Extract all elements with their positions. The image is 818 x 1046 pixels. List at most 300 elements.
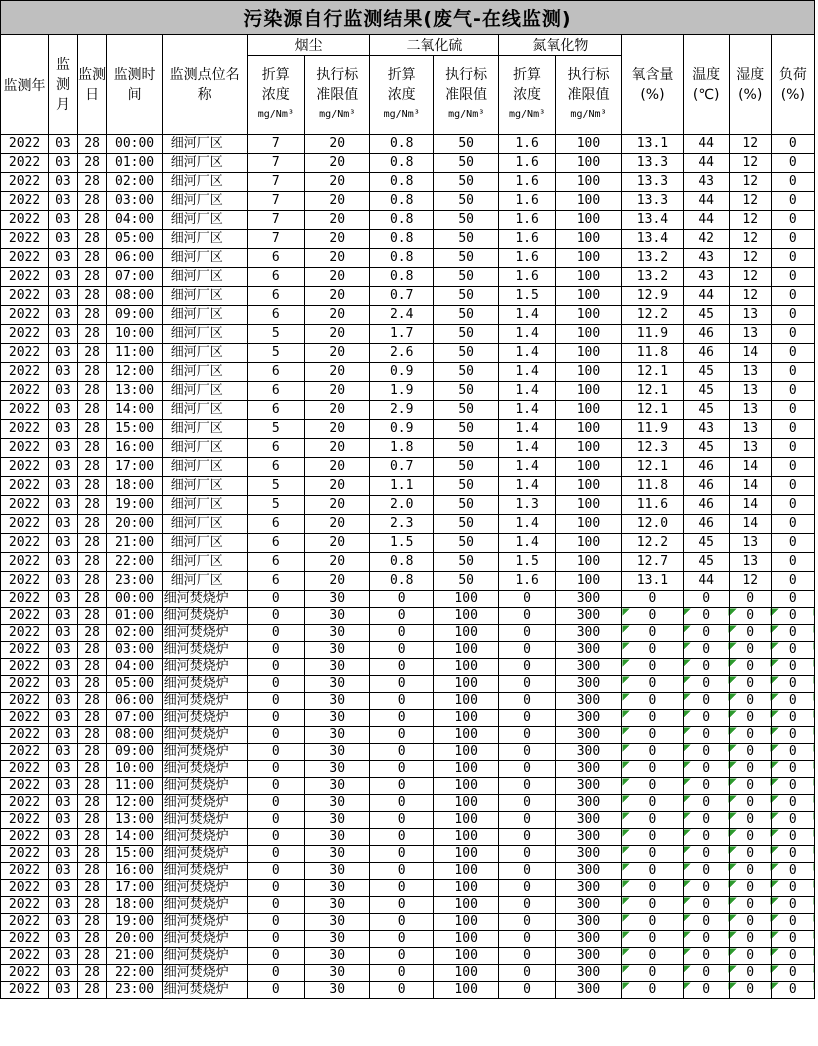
table-cell: 30 — [304, 880, 370, 897]
table-cell: 28 — [77, 863, 107, 880]
table-cell: 28 — [77, 965, 107, 982]
table-cell: 100 — [555, 306, 622, 325]
table-cell: 0 — [622, 829, 683, 846]
table-cell: 03 — [49, 382, 78, 401]
table-cell: 0 — [683, 659, 729, 676]
table-cell: 2022 — [1, 553, 49, 572]
table-cell: 03 — [49, 965, 78, 982]
table-row — [1, 135, 815, 154]
table-cell: 20 — [304, 173, 370, 192]
table-cell: 2022 — [1, 401, 49, 420]
table-cell: 100 — [433, 659, 499, 676]
table-cell: 0 — [771, 846, 814, 863]
table-cell: 细河焚烧炉 — [162, 829, 247, 846]
table-cell: 100 — [555, 249, 622, 268]
table-cell: 03 — [49, 608, 78, 625]
unit-label: mg/Nm³ — [570, 109, 607, 120]
header-month: 监测月 — [49, 35, 78, 135]
table-cell: 0 — [683, 897, 729, 914]
table-cell: 300 — [555, 676, 622, 693]
table-cell: 100 — [555, 420, 622, 439]
table-cell: 0 — [499, 846, 555, 863]
table-cell: 100 — [433, 710, 499, 727]
table-cell: 46 — [683, 515, 729, 534]
table-cell: 细河厂区 — [162, 230, 247, 249]
table-cell: 12 — [729, 211, 771, 230]
table-row — [1, 897, 815, 914]
table-cell: 0 — [499, 744, 555, 761]
table-cell: 2022 — [1, 192, 49, 211]
table-cell: 0 — [683, 676, 729, 693]
table-cell: 300 — [555, 897, 622, 914]
table-row — [1, 846, 815, 863]
table-cell: 20 — [304, 420, 370, 439]
limit-label: 执行标准限值 — [567, 67, 610, 103]
table-cell: 细河厂区 — [162, 534, 247, 553]
table-row — [1, 863, 815, 880]
table-cell: 0 — [771, 534, 814, 553]
table-cell: 300 — [555, 863, 622, 880]
table-cell: 23:00 — [107, 982, 162, 999]
table-cell: 0 — [729, 744, 771, 761]
table-cell: 6 — [247, 287, 304, 306]
table-cell: 11.9 — [622, 325, 683, 344]
table-cell: 0 — [683, 812, 729, 829]
table-cell: 30 — [304, 931, 370, 948]
table-cell: 0 — [622, 965, 683, 982]
table-row — [1, 458, 815, 477]
table-cell: 15:00 — [107, 846, 162, 863]
table-cell: 45 — [683, 553, 729, 572]
table-cell: 0 — [622, 914, 683, 931]
table-cell: 2.4 — [370, 306, 433, 325]
table-cell: 0 — [771, 306, 814, 325]
table-cell: 50 — [433, 344, 499, 363]
table-cell: 28 — [77, 230, 107, 249]
table-row — [1, 249, 815, 268]
table-cell: 30 — [304, 744, 370, 761]
table-row — [1, 306, 815, 325]
table-cell: 细河厂区 — [162, 306, 247, 325]
table-cell: 细河焚烧炉 — [162, 965, 247, 982]
table-cell: 7 — [247, 230, 304, 249]
table-cell: 0 — [622, 761, 683, 778]
table-cell: 28 — [77, 744, 107, 761]
table-cell: 18:00 — [107, 897, 162, 914]
table-cell: 0 — [247, 897, 304, 914]
table-cell: 28 — [77, 608, 107, 625]
table-cell: 细河焚烧炉 — [162, 914, 247, 931]
table-cell: 45 — [683, 306, 729, 325]
table-cell: 0 — [499, 914, 555, 931]
table-cell: 03 — [49, 249, 78, 268]
table-cell: 45 — [683, 534, 729, 553]
table-cell: 0 — [499, 761, 555, 778]
table-cell: 0 — [683, 710, 729, 727]
table-cell: 1.6 — [499, 154, 555, 173]
table-cell: 0 — [370, 914, 433, 931]
table-cell: 1.6 — [499, 249, 555, 268]
table-cell: 细河厂区 — [162, 382, 247, 401]
table-cell: 100 — [433, 829, 499, 846]
table-cell: 0 — [370, 625, 433, 642]
table-cell: 100 — [555, 401, 622, 420]
table-cell: 16:00 — [107, 439, 162, 458]
header-humidity: 湿度(%) — [729, 35, 771, 135]
table-cell: 细河厂区 — [162, 477, 247, 496]
table-cell: 09:00 — [107, 306, 162, 325]
table-row — [1, 608, 815, 625]
table-cell: 0 — [370, 863, 433, 880]
table-cell: 5 — [247, 420, 304, 439]
table-cell: 细河厂区 — [162, 363, 247, 382]
table-cell: 28 — [77, 154, 107, 173]
table-cell: 0 — [499, 829, 555, 846]
table-row — [1, 325, 815, 344]
table-cell: 13 — [729, 439, 771, 458]
table-cell: 6 — [247, 572, 304, 591]
table-cell: 细河焚烧炉 — [162, 642, 247, 659]
table-cell: 2022 — [1, 458, 49, 477]
table-cell: 13.3 — [622, 192, 683, 211]
table-row — [1, 553, 815, 572]
table-cell: 50 — [433, 249, 499, 268]
table-cell: 细河焚烧炉 — [162, 659, 247, 676]
table-cell: 28 — [77, 829, 107, 846]
table-cell: 03 — [49, 982, 78, 999]
table-cell: 300 — [555, 727, 622, 744]
table-cell: 11:00 — [107, 344, 162, 363]
table-cell: 30 — [304, 795, 370, 812]
table-cell: 0 — [771, 897, 814, 914]
table-cell: 2022 — [1, 515, 49, 534]
table-cell: 300 — [555, 829, 622, 846]
table-cell: 0.8 — [370, 135, 433, 154]
table-cell: 30 — [304, 761, 370, 778]
table-cell: 12.3 — [622, 439, 683, 458]
table-cell: 50 — [433, 572, 499, 591]
table-cell: 0.9 — [370, 420, 433, 439]
table-cell: 13 — [729, 401, 771, 420]
table-cell: 0 — [683, 608, 729, 625]
table-cell: 03 — [49, 710, 78, 727]
table-body — [1, 135, 815, 999]
table-cell: 22:00 — [107, 965, 162, 982]
table-cell: 0 — [499, 880, 555, 897]
table-cell: 2022 — [1, 135, 49, 154]
table-row — [1, 778, 815, 795]
table-cell: 13.4 — [622, 211, 683, 230]
header-year: 监测年 — [1, 35, 49, 135]
table-cell: 0 — [622, 948, 683, 965]
table-cell: 43 — [683, 173, 729, 192]
table-cell: 14 — [729, 458, 771, 477]
table-cell: 2.9 — [370, 401, 433, 420]
table-cell: 0 — [622, 812, 683, 829]
table-cell: 2022 — [1, 287, 49, 306]
table-cell: 08:00 — [107, 727, 162, 744]
table-cell: 14 — [729, 344, 771, 363]
table-cell: 03 — [49, 135, 78, 154]
table-cell: 2022 — [1, 710, 49, 727]
table-cell: 28 — [77, 693, 107, 710]
table-cell: 13 — [729, 325, 771, 344]
table-cell: 7 — [247, 173, 304, 192]
table-row — [1, 439, 815, 458]
table-cell: 30 — [304, 948, 370, 965]
table-cell: 0.8 — [370, 211, 433, 230]
table-cell: 6 — [247, 363, 304, 382]
subheader-smoke-limit — [304, 56, 370, 135]
table-row — [1, 230, 815, 249]
table-cell: 0 — [622, 931, 683, 948]
table-cell: 0 — [729, 863, 771, 880]
table-cell: 06:00 — [107, 249, 162, 268]
table-cell: 50 — [433, 268, 499, 287]
table-cell: 13 — [729, 553, 771, 572]
table-cell: 0 — [771, 211, 814, 230]
table-cell: 细河焚烧炉 — [162, 795, 247, 812]
table-cell: 6 — [247, 439, 304, 458]
table-cell: 50 — [433, 515, 499, 534]
table-cell: 44 — [683, 287, 729, 306]
table-cell: 13 — [729, 306, 771, 325]
table-cell: 44 — [683, 211, 729, 230]
table-cell: 08:00 — [107, 287, 162, 306]
table-cell: 03 — [49, 515, 78, 534]
table-cell: 细河厂区 — [162, 192, 247, 211]
table-cell: 0 — [499, 982, 555, 999]
table-cell: 03:00 — [107, 192, 162, 211]
table-cell: 2022 — [1, 325, 49, 344]
table-cell: 0 — [683, 591, 729, 608]
table-cell: 100 — [433, 693, 499, 710]
table-cell: 0 — [247, 744, 304, 761]
table-cell: 03 — [49, 287, 78, 306]
table-cell: 2022 — [1, 363, 49, 382]
table-cell: 2022 — [1, 154, 49, 173]
table-cell: 45 — [683, 439, 729, 458]
table-row — [1, 659, 815, 676]
table-cell: 细河焚烧炉 — [162, 693, 247, 710]
table-cell: 100 — [555, 534, 622, 553]
page-title: 污染源自行监测结果(废气-在线监测) — [1, 1, 815, 35]
table-cell: 28 — [77, 477, 107, 496]
table-cell: 46 — [683, 458, 729, 477]
table-cell: 28 — [77, 572, 107, 591]
table-cell: 20 — [304, 572, 370, 591]
table-cell: 1.4 — [499, 382, 555, 401]
table-cell: 03 — [49, 812, 78, 829]
table-cell: 细河焚烧炉 — [162, 625, 247, 642]
table-cell: 30 — [304, 659, 370, 676]
table-cell: 28 — [77, 931, 107, 948]
table-row — [1, 401, 815, 420]
table-row — [1, 420, 815, 439]
table-cell: 28 — [77, 211, 107, 230]
table-cell: 1.4 — [499, 477, 555, 496]
table-cell: 00:00 — [107, 591, 162, 608]
table-cell: 0 — [771, 710, 814, 727]
table-cell: 0 — [622, 659, 683, 676]
table-row — [1, 287, 815, 306]
table-cell: 细河焚烧炉 — [162, 812, 247, 829]
table-cell: 12:00 — [107, 363, 162, 382]
table-cell: 28 — [77, 363, 107, 382]
table-cell: 100 — [555, 496, 622, 515]
table-cell: 7 — [247, 211, 304, 230]
table-cell: 300 — [555, 880, 622, 897]
table-cell: 0 — [622, 625, 683, 642]
table-cell: 0 — [247, 795, 304, 812]
table-cell: 03 — [49, 534, 78, 553]
table-row — [1, 211, 815, 230]
table-cell: 0 — [247, 829, 304, 846]
table-cell: 0 — [683, 642, 729, 659]
table-cell: 14:00 — [107, 829, 162, 846]
table-cell: 0 — [771, 230, 814, 249]
table-cell: 细河厂区 — [162, 154, 247, 173]
table-cell: 0 — [370, 812, 433, 829]
table-cell: 细河焚烧炉 — [162, 608, 247, 625]
table-cell: 0 — [370, 897, 433, 914]
table-cell: 0 — [622, 795, 683, 812]
table-cell: 0 — [247, 710, 304, 727]
table-cell: 细河厂区 — [162, 135, 247, 154]
table-cell: 0 — [771, 325, 814, 344]
table-cell: 46 — [683, 344, 729, 363]
table-row — [1, 727, 815, 744]
table-cell: 100 — [433, 761, 499, 778]
table-cell: 2022 — [1, 863, 49, 880]
table-cell: 1.6 — [499, 192, 555, 211]
table-cell: 12.9 — [622, 287, 683, 306]
table-cell: 00:00 — [107, 135, 162, 154]
table-cell: 42 — [683, 230, 729, 249]
table-cell: 2022 — [1, 344, 49, 363]
table-cell: 28 — [77, 880, 107, 897]
table-cell: 2022 — [1, 982, 49, 999]
table-cell: 09:00 — [107, 744, 162, 761]
table-cell: 13.2 — [622, 268, 683, 287]
table-cell: 03 — [49, 572, 78, 591]
table-cell: 20 — [304, 496, 370, 515]
table-cell: 0 — [370, 982, 433, 999]
table-cell: 20 — [304, 401, 370, 420]
table-cell: 1.5 — [499, 287, 555, 306]
table-cell: 17:00 — [107, 458, 162, 477]
table-cell: 2022 — [1, 534, 49, 553]
table-cell: 0.8 — [370, 268, 433, 287]
table-cell: 20 — [304, 363, 370, 382]
table-cell: 28 — [77, 846, 107, 863]
table-cell: 细河厂区 — [162, 173, 247, 192]
table-cell: 14 — [729, 515, 771, 534]
table-cell: 12.1 — [622, 458, 683, 477]
table-cell: 46 — [683, 477, 729, 496]
table-cell: 12 — [729, 173, 771, 192]
table-cell: 1.4 — [499, 344, 555, 363]
table-cell: 细河焚烧炉 — [162, 948, 247, 965]
table-cell: 22:00 — [107, 553, 162, 572]
table-cell: 03 — [49, 325, 78, 344]
table-cell: 28 — [77, 761, 107, 778]
table-cell: 细河焚烧炉 — [162, 710, 247, 727]
table-cell: 100 — [433, 948, 499, 965]
table-cell: 30 — [304, 897, 370, 914]
table-cell: 0 — [499, 727, 555, 744]
table-cell: 03 — [49, 439, 78, 458]
subheader-so2-conc — [370, 56, 433, 135]
table-cell: 300 — [555, 846, 622, 863]
table-cell: 细河焚烧炉 — [162, 863, 247, 880]
table-cell: 28 — [77, 173, 107, 192]
table-cell: 2022 — [1, 676, 49, 693]
table-cell: 0 — [771, 676, 814, 693]
table-cell: 6 — [247, 515, 304, 534]
table-cell: 30 — [304, 608, 370, 625]
table-cell: 0 — [370, 761, 433, 778]
table-cell: 03:00 — [107, 642, 162, 659]
header-smoke: 烟尘 — [247, 35, 370, 56]
table-cell: 2022 — [1, 477, 49, 496]
table-cell: 0 — [247, 863, 304, 880]
table-cell: 0.7 — [370, 287, 433, 306]
table-cell: 50 — [433, 553, 499, 572]
table-cell: 细河焚烧炉 — [162, 897, 247, 914]
table-cell: 细河厂区 — [162, 515, 247, 534]
table-cell: 300 — [555, 812, 622, 829]
table-cell: 0 — [499, 965, 555, 982]
table-cell: 03 — [49, 496, 78, 515]
table-row — [1, 192, 815, 211]
table-cell: 28 — [77, 982, 107, 999]
table-cell: 细河厂区 — [162, 572, 247, 591]
table-cell: 2022 — [1, 249, 49, 268]
table-cell: 0 — [771, 625, 814, 642]
table-cell: 1.4 — [499, 439, 555, 458]
table-cell: 100 — [433, 642, 499, 659]
table-cell: 7 — [247, 154, 304, 173]
table-cell: 100 — [433, 812, 499, 829]
table-cell: 1.3 — [499, 496, 555, 515]
table-cell: 0 — [771, 249, 814, 268]
table-cell: 0 — [771, 778, 814, 795]
table-cell: 0 — [499, 659, 555, 676]
table-cell: 0 — [622, 727, 683, 744]
table-cell: 1.4 — [499, 420, 555, 439]
table-row — [1, 965, 815, 982]
table-cell: 10:00 — [107, 761, 162, 778]
table-cell: 细河焚烧炉 — [162, 761, 247, 778]
table-cell: 30 — [304, 727, 370, 744]
table-cell: 30 — [304, 829, 370, 846]
table-cell: 02:00 — [107, 625, 162, 642]
table-cell: 1.6 — [499, 230, 555, 249]
table-cell: 细河焚烧炉 — [162, 676, 247, 693]
table-cell: 300 — [555, 608, 622, 625]
table-cell: 100 — [555, 458, 622, 477]
table-cell: 20 — [304, 477, 370, 496]
table-cell: 细河厂区 — [162, 401, 247, 420]
table-cell: 03 — [49, 693, 78, 710]
table-cell: 03 — [49, 268, 78, 287]
table-cell: 20 — [304, 268, 370, 287]
table-cell: 300 — [555, 693, 622, 710]
table-cell: 03 — [49, 173, 78, 192]
table-cell: 细河厂区 — [162, 211, 247, 230]
table-cell: 2022 — [1, 812, 49, 829]
